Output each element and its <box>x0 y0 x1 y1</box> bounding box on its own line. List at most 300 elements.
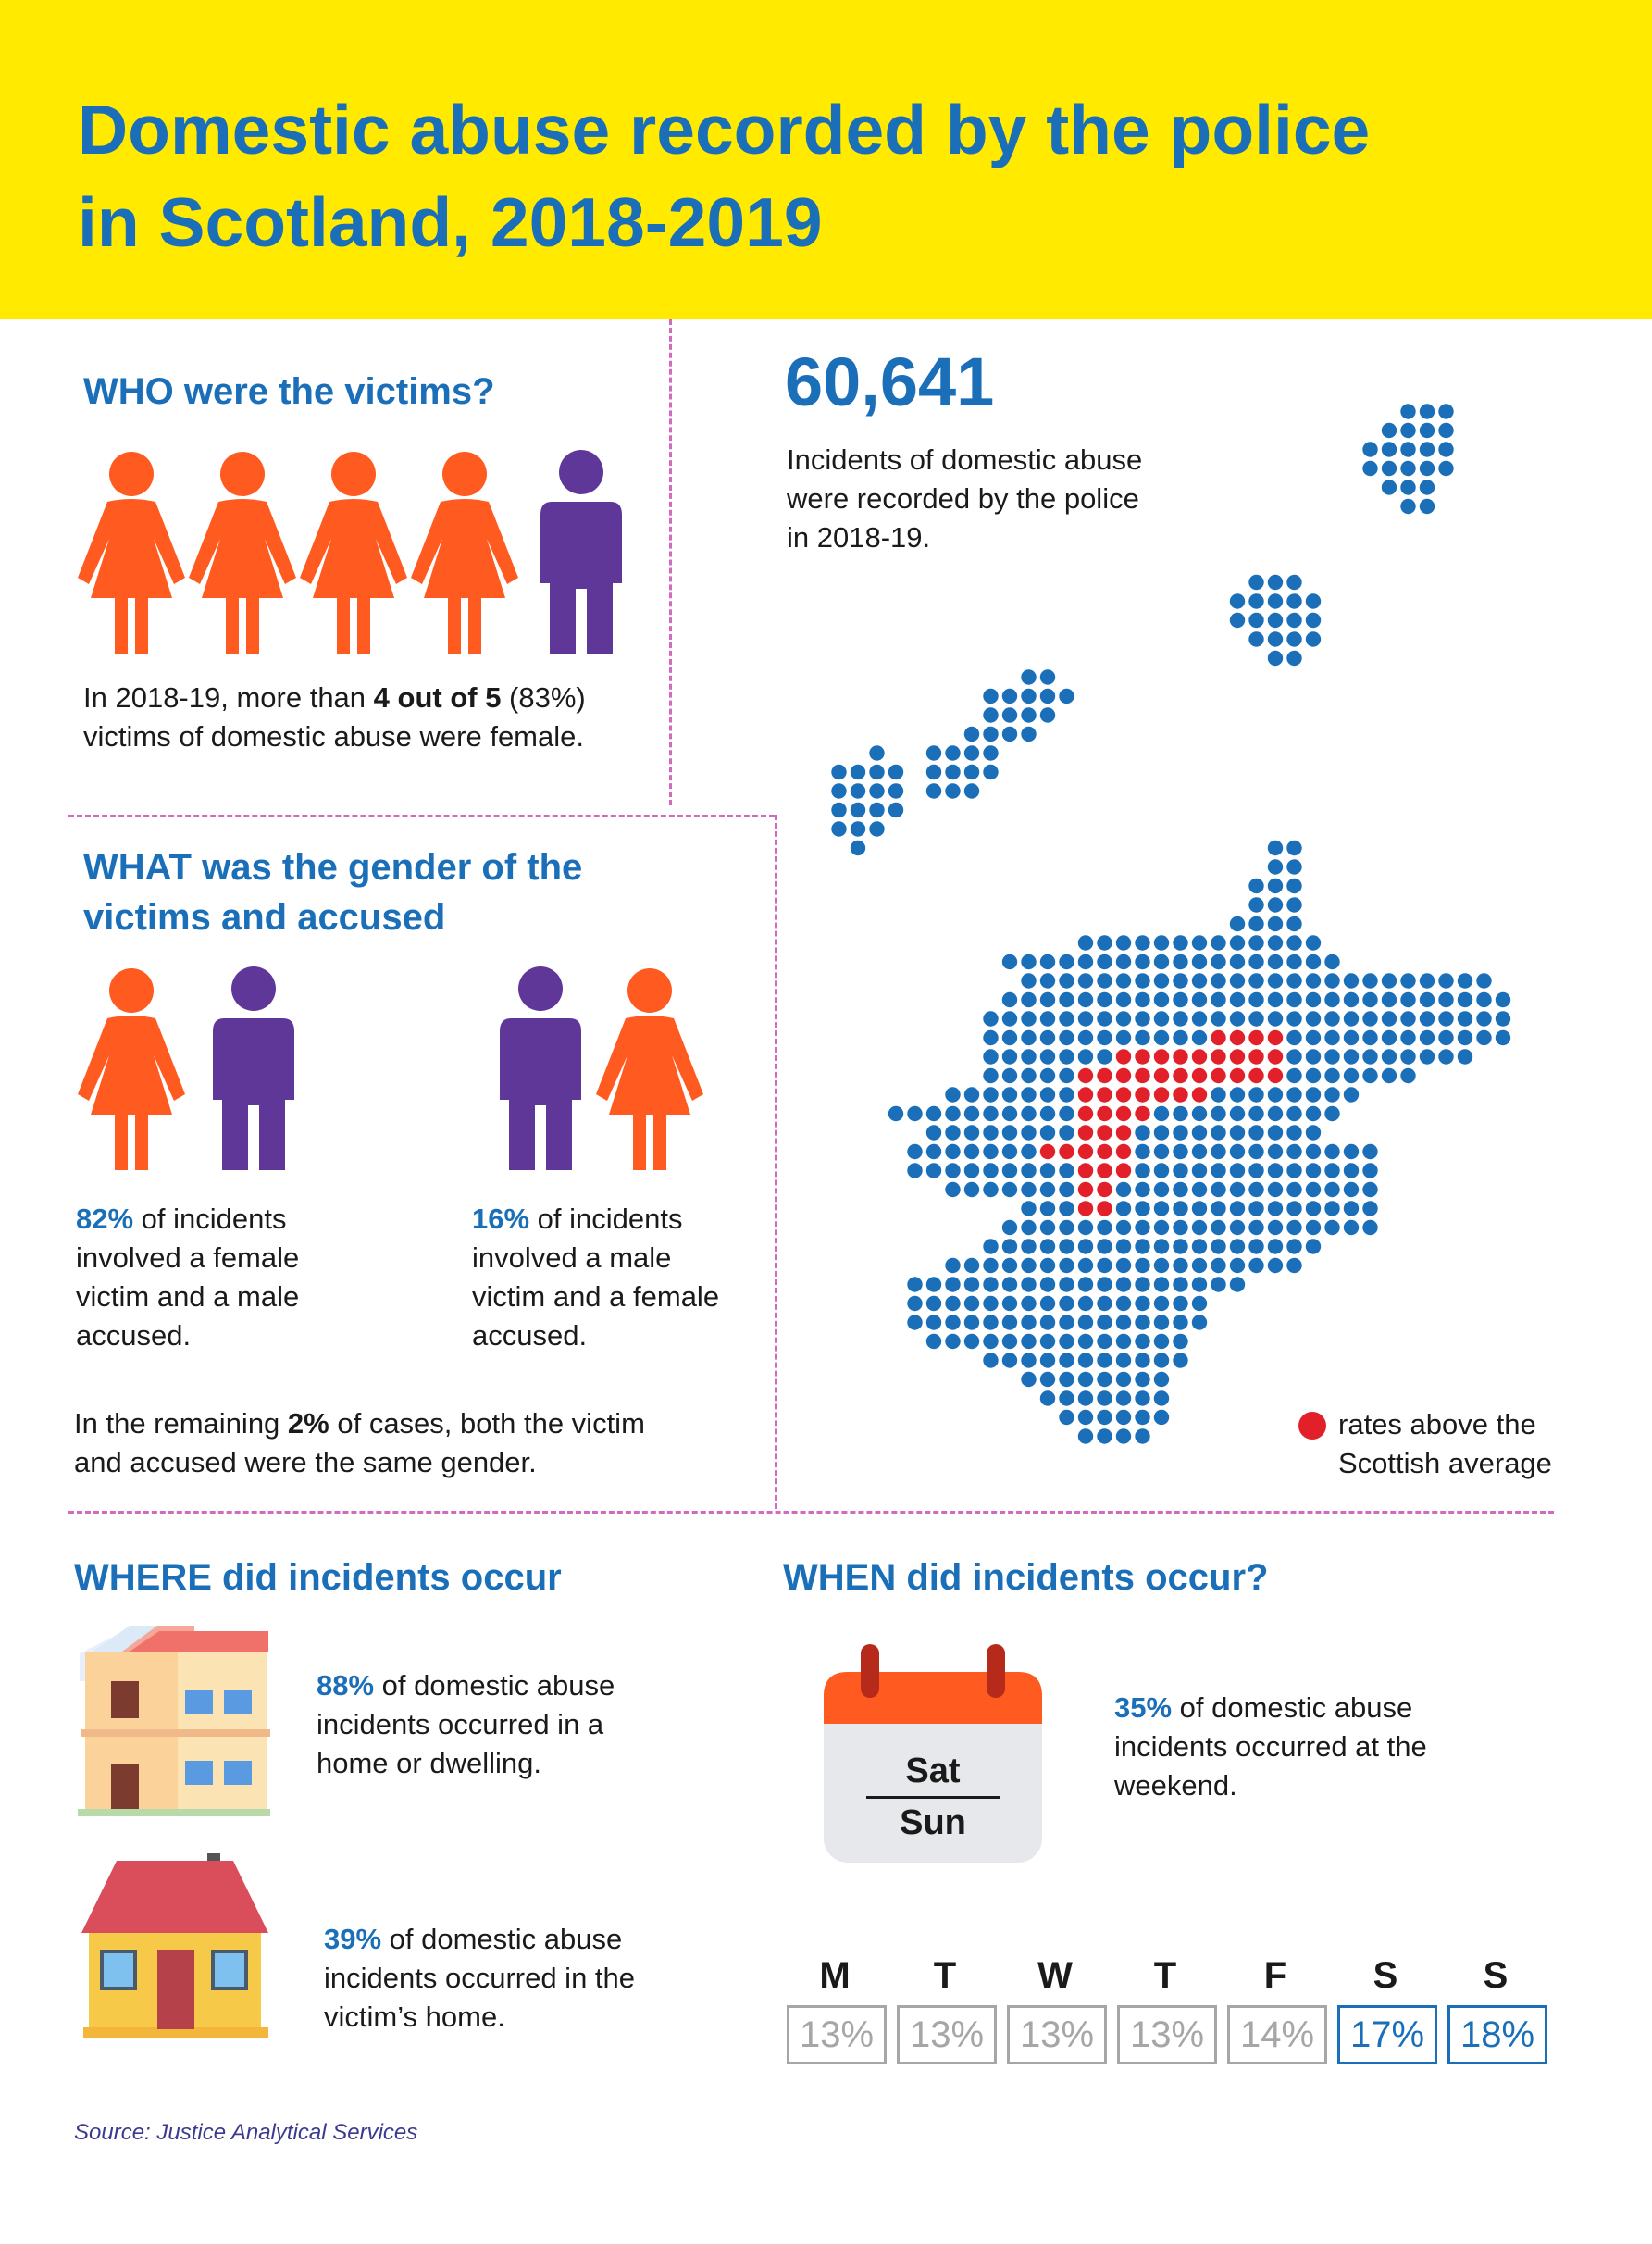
map-dot <box>1192 1258 1207 1273</box>
map-dot <box>1097 1011 1112 1026</box>
female-victim-stat <box>76 1200 381 1355</box>
map-dot <box>1306 1182 1321 1197</box>
map-dot <box>1021 1258 1036 1273</box>
map-dot <box>1344 1182 1359 1197</box>
map-dot-above-average <box>1248 1030 1263 1045</box>
map-dot <box>1116 1277 1131 1291</box>
map-dot <box>1173 1277 1187 1291</box>
map-dot <box>1286 1125 1301 1140</box>
map-dot <box>1116 1182 1131 1197</box>
map-dot <box>1173 973 1187 988</box>
map-dot <box>1116 1201 1131 1216</box>
weekend-pct: 35% <box>1114 1691 1173 1724</box>
map-dot <box>983 1068 998 1083</box>
map-dot <box>964 1144 979 1159</box>
map-dot <box>1002 1144 1017 1159</box>
map-dot <box>1400 1030 1415 1045</box>
map-dot <box>1021 1144 1036 1159</box>
who-text-bold: 4 out of 5 <box>373 681 502 714</box>
map-dot <box>1021 1353 1036 1367</box>
house-icon <box>76 1851 274 2042</box>
map-dot <box>945 1106 960 1121</box>
map-legend <box>1338 1405 1607 1483</box>
what-heading-line1: WHAT was the gender of the <box>83 847 583 888</box>
female-person-icon <box>300 452 407 654</box>
map-dot <box>1286 1049 1301 1064</box>
map-dot <box>1268 916 1283 931</box>
map-dot <box>1248 1182 1263 1197</box>
map-dot <box>1344 973 1359 988</box>
female-person-icon <box>78 452 185 654</box>
map-dot <box>926 745 941 760</box>
map-dot <box>1021 707 1036 722</box>
map-dot <box>1306 613 1321 628</box>
map-dot <box>1040 1030 1055 1045</box>
title-line-2: in Scotland, 2018-2019 <box>78 183 823 261</box>
map-dot <box>1286 973 1301 988</box>
map-dot <box>1268 1011 1283 1026</box>
map-dot-above-average <box>1268 1030 1283 1045</box>
map-dot <box>1002 1049 1017 1064</box>
map-dot <box>1135 1220 1149 1235</box>
female-victim-line3: victim and a male <box>76 1280 300 1313</box>
map-dot <box>983 765 998 779</box>
map-dot <box>1040 1239 1055 1253</box>
map-dot <box>1078 1011 1093 1026</box>
map-dot <box>1192 973 1207 988</box>
map-dot <box>1097 1410 1112 1425</box>
male-victim-pct: 16% <box>472 1203 530 1235</box>
map-dot <box>888 1106 903 1121</box>
map-dot <box>1002 1220 1017 1235</box>
map-dot-above-average <box>1230 1030 1245 1045</box>
map-dot <box>1154 1258 1169 1273</box>
map-dot <box>1059 1125 1074 1140</box>
map-dot <box>1268 1163 1283 1178</box>
map-dot <box>1002 1068 1017 1083</box>
map-dot <box>1230 1087 1245 1102</box>
map-dot <box>983 707 998 722</box>
map-dot <box>1362 1201 1377 1216</box>
map-dot <box>851 841 865 855</box>
map-dot <box>964 745 979 760</box>
map-dot <box>983 1011 998 1026</box>
map-dot <box>1135 935 1149 950</box>
map-dot <box>1040 973 1055 988</box>
map-dot <box>1344 1201 1359 1216</box>
map-dot <box>1268 613 1283 628</box>
divider-horizontal-mid <box>68 815 775 817</box>
map-dot <box>1344 1011 1359 1026</box>
map-dot <box>1059 1390 1074 1405</box>
map-dot <box>1286 897 1301 912</box>
map-dot <box>964 1296 979 1311</box>
map-dot <box>1362 992 1377 1007</box>
map-dot <box>1324 954 1339 969</box>
map-dot <box>1021 992 1036 1007</box>
map-dot <box>1078 1353 1093 1367</box>
map-dot <box>1211 1201 1225 1216</box>
calendar-sun-label: Sun <box>900 1803 966 1842</box>
map-dot <box>1173 1239 1187 1253</box>
map-dot-above-average <box>1097 1163 1112 1178</box>
map-dot <box>1362 1144 1377 1159</box>
victims-home-line2: incidents occurred in the <box>324 1962 636 1994</box>
map-dot-above-average <box>1192 1087 1207 1102</box>
map-dot <box>964 1258 979 1273</box>
map-dot <box>1248 992 1263 1007</box>
map-dot <box>1021 1277 1036 1291</box>
calendar-sat-label: Sat <box>905 1752 961 1790</box>
weekend-line3: weekend. <box>1114 1769 1237 1801</box>
map-dot <box>907 1163 922 1178</box>
map-dot <box>1002 707 1017 722</box>
map-dot <box>1306 1106 1321 1121</box>
map-dot <box>1286 593 1301 608</box>
map-dot <box>1400 404 1415 418</box>
map-dot <box>1268 575 1283 590</box>
map-dot <box>1211 1125 1225 1140</box>
map-dot <box>1286 954 1301 969</box>
map-dot <box>1268 1125 1283 1140</box>
map-dot <box>1230 1163 1245 1178</box>
map-dot-above-average <box>1192 1068 1207 1083</box>
map-dot <box>1002 992 1017 1007</box>
map-dot <box>1248 1163 1263 1178</box>
map-dot <box>1438 442 1453 456</box>
map-dot <box>1154 1125 1169 1140</box>
map-dot-above-average <box>1135 1087 1149 1102</box>
map-dot-above-average <box>1116 1068 1131 1083</box>
map-dot <box>1173 1315 1187 1329</box>
map-dot <box>1040 1011 1055 1026</box>
map-dot <box>1192 1144 1207 1159</box>
map-dot <box>1002 727 1017 742</box>
what-heading-line2: victims and accused <box>83 897 446 938</box>
map-dot <box>1021 669 1036 684</box>
map-dot <box>1097 1296 1112 1311</box>
map-dot <box>1002 954 1017 969</box>
map-dot <box>1002 1011 1017 1026</box>
map-dot <box>1362 442 1377 456</box>
map-dot <box>907 1315 922 1329</box>
map-dot-above-average <box>1135 1068 1149 1083</box>
map-dot-above-average <box>1116 1087 1131 1102</box>
map-dot <box>1002 1277 1017 1291</box>
map-dot <box>1192 1182 1207 1197</box>
map-dot <box>1059 689 1074 704</box>
map-dot <box>1078 1049 1093 1064</box>
map-dot <box>1021 1068 1036 1083</box>
map-dot <box>1078 1315 1093 1329</box>
map-dot <box>831 803 846 817</box>
map-dot <box>1211 1182 1225 1197</box>
map-dot <box>1230 992 1245 1007</box>
map-dot <box>1116 992 1131 1007</box>
map-dot <box>1021 1106 1036 1121</box>
title-line-1: Domestic abuse recorded by the police <box>78 91 1371 168</box>
map-dot <box>1021 689 1036 704</box>
map-dot <box>1116 1372 1131 1387</box>
map-dot <box>983 1315 998 1329</box>
map-dot <box>1097 935 1112 950</box>
day-percent-box-highlight: 18% <box>1447 2005 1547 2064</box>
map-dot-above-average <box>1097 1182 1112 1197</box>
map-dot-above-average <box>1230 1068 1245 1083</box>
map-dot-above-average <box>1116 1125 1131 1140</box>
map-dot <box>945 1182 960 1197</box>
day-percent-box: 14% <box>1227 2005 1327 2064</box>
map-dot <box>1286 631 1301 646</box>
map-dot <box>1135 1353 1149 1367</box>
map-dot <box>1059 1315 1074 1329</box>
map-dot <box>1211 1258 1225 1273</box>
map-dot <box>1476 1030 1491 1045</box>
map-dot <box>888 765 903 779</box>
map-dot <box>1021 1201 1036 1216</box>
map-dot <box>1154 1296 1169 1311</box>
page-title <box>78 83 1596 268</box>
map-dot <box>1154 1030 1169 1045</box>
map-dot <box>1040 1353 1055 1367</box>
map-dot <box>1078 1030 1093 1045</box>
map-dot <box>1268 1201 1283 1216</box>
map-dot <box>1040 1372 1055 1387</box>
map-dot <box>983 1296 998 1311</box>
day-letter: T <box>933 1955 957 1996</box>
map-dot <box>1268 935 1283 950</box>
map-dot <box>851 783 865 798</box>
map-dot <box>945 1087 960 1102</box>
female-victim-pct: 82% <box>76 1203 134 1235</box>
map-dot <box>1078 1372 1093 1387</box>
map-dot <box>1173 1163 1187 1178</box>
map-dot <box>1382 480 1397 494</box>
map-dot <box>1400 461 1415 476</box>
map-dot <box>945 1258 960 1273</box>
map-dot <box>1324 1220 1339 1235</box>
map-dot <box>1116 954 1131 969</box>
map-dot-above-average <box>1268 1068 1283 1083</box>
map-dot <box>1192 935 1207 950</box>
map-dot <box>1230 1201 1245 1216</box>
incidents-line3: in 2018-19. <box>787 521 931 554</box>
map-dot <box>1400 1011 1415 1026</box>
day-percent-box: 13% <box>787 2005 887 2064</box>
map-dot <box>1324 973 1339 988</box>
map-dot <box>869 821 884 836</box>
map-dot <box>1230 1144 1245 1159</box>
map-dot <box>1248 575 1263 590</box>
map-dot <box>1324 1163 1339 1178</box>
map-dot <box>907 1144 922 1159</box>
map-dot <box>1135 1372 1149 1387</box>
map-dot <box>1400 1049 1415 1064</box>
map-dot <box>1268 1087 1283 1102</box>
map-dot <box>1362 1049 1377 1064</box>
map-dot <box>1268 1258 1283 1273</box>
map-dot <box>1496 1011 1510 1026</box>
map-dot <box>1154 973 1169 988</box>
map-dot <box>1248 916 1263 931</box>
map-dot <box>1192 1315 1207 1329</box>
map-dot <box>1173 1258 1187 1273</box>
who-text-pre: In 2018-19, more than <box>83 681 374 714</box>
map-dot <box>1154 1106 1169 1121</box>
map-dot <box>1040 1087 1055 1102</box>
day-letter: W <box>1037 1955 1073 1996</box>
map-dot <box>1400 423 1415 438</box>
map-dot-above-average <box>1173 1087 1187 1102</box>
map-dot <box>1420 992 1435 1007</box>
map-dot <box>1248 593 1263 608</box>
map-dot <box>945 1277 960 1291</box>
map-dot <box>1116 1315 1131 1329</box>
map-dot-above-average <box>1078 1087 1093 1102</box>
map-dot <box>1248 897 1263 912</box>
map-dot <box>1306 935 1321 950</box>
map-dot <box>869 783 884 798</box>
map-dot <box>1059 1353 1074 1367</box>
map-dot <box>1002 1182 1017 1197</box>
map-dot <box>1362 1068 1377 1083</box>
map-dot <box>983 1144 998 1159</box>
divider-horizontal-bottom <box>68 1511 1554 1514</box>
map-dot <box>1248 613 1263 628</box>
map-dot <box>1438 1049 1453 1064</box>
map-dot <box>1248 1144 1263 1159</box>
map-dot <box>1059 1201 1074 1216</box>
map-dot <box>983 1277 998 1291</box>
map-dot <box>1040 1163 1055 1178</box>
map-dot <box>926 1315 941 1329</box>
map-dot <box>1286 841 1301 855</box>
map-dot <box>1059 1296 1074 1311</box>
map-dot <box>1382 1011 1397 1026</box>
map-dot <box>1458 973 1472 988</box>
map-dot <box>1116 1030 1131 1045</box>
day-breakdown <box>785 1955 1562 2085</box>
map-dot <box>1438 1030 1453 1045</box>
same-gender-post: of cases, both the victim <box>329 1407 645 1440</box>
map-dot <box>1078 1220 1093 1235</box>
map-dot <box>1211 935 1225 950</box>
legend-line2: Scottish average <box>1338 1447 1552 1479</box>
map-dot <box>1116 1220 1131 1235</box>
map-dot <box>1040 1049 1055 1064</box>
map-dot <box>1021 973 1036 988</box>
male-person-icon <box>213 966 294 1170</box>
map-dot <box>1438 992 1453 1007</box>
map-dot <box>1135 1239 1149 1253</box>
map-dot <box>1420 499 1435 514</box>
map-dot <box>1002 1163 1017 1178</box>
map-dot <box>1040 992 1055 1007</box>
map-dot <box>1173 1296 1187 1311</box>
map-dot <box>1286 1068 1301 1083</box>
female-person-icon <box>596 968 703 1170</box>
map-dot <box>1268 879 1283 893</box>
map-dot <box>1059 1049 1074 1064</box>
map-dot <box>1059 1220 1074 1235</box>
map-dot <box>1286 859 1301 874</box>
map-dot <box>1135 1410 1149 1425</box>
map-dot-above-average <box>1248 1049 1263 1064</box>
map-dot-above-average <box>1078 1125 1093 1140</box>
map-dot <box>1021 1011 1036 1026</box>
map-dot-above-average <box>1211 1030 1225 1045</box>
day-percent-box: 13% <box>897 2005 997 2064</box>
legend-red-dot-icon <box>1298 1411 1327 1440</box>
map-dot <box>1286 1163 1301 1178</box>
map-dot <box>1021 1296 1036 1311</box>
map-dot <box>1040 707 1055 722</box>
map-dot <box>1306 631 1321 646</box>
map-dot <box>1154 1277 1169 1291</box>
map-dot <box>888 803 903 817</box>
map-dot <box>1344 1030 1359 1045</box>
map-dot-above-average <box>1173 1068 1187 1083</box>
map-dot <box>983 1049 998 1064</box>
map-dot <box>983 1030 998 1045</box>
map-dot <box>964 783 979 798</box>
map-dot <box>1324 1087 1339 1102</box>
map-dot <box>1211 1106 1225 1121</box>
map-dot <box>1192 954 1207 969</box>
incidents-line1: Incidents of domestic abuse <box>787 443 1143 476</box>
map-dot <box>1362 1182 1377 1197</box>
same-gender-pre: In the remaining <box>74 1407 288 1440</box>
map-dot <box>983 689 998 704</box>
victims-icon-row <box>78 450 633 663</box>
scotland-dot-map <box>814 380 1573 1444</box>
map-dot <box>1400 973 1415 988</box>
male-victim-line2: involved a male <box>472 1241 672 1274</box>
map-dot <box>1211 1011 1225 1026</box>
map-dot <box>907 1296 922 1311</box>
map-dot <box>1078 1410 1093 1425</box>
map-dot <box>1040 689 1055 704</box>
map-dot <box>1173 1011 1187 1026</box>
map-dot <box>1211 973 1225 988</box>
map-dot <box>964 1087 979 1102</box>
map-dot <box>1097 992 1112 1007</box>
map-dot <box>1059 1334 1074 1349</box>
map-dot <box>1230 1106 1245 1121</box>
map-dot <box>964 727 979 742</box>
map-dot <box>1286 1220 1301 1235</box>
map-dot <box>1040 1068 1055 1083</box>
map-dot <box>1154 1201 1169 1216</box>
map-dot <box>983 1182 998 1197</box>
map-dot <box>831 765 846 779</box>
map-dot-above-average <box>1116 1049 1131 1064</box>
map-dot <box>1135 1296 1149 1311</box>
map-dot <box>1040 669 1055 684</box>
map-dot-above-average <box>1059 1144 1074 1159</box>
map-dot <box>907 1277 922 1291</box>
map-dot-above-average <box>1173 1049 1187 1064</box>
map-dot <box>1286 1239 1301 1253</box>
map-dot <box>1400 442 1415 456</box>
map-dot <box>1059 1030 1074 1045</box>
map-dot <box>983 1239 998 1253</box>
map-dot-above-average <box>1097 1087 1112 1102</box>
map-dot <box>1230 1125 1245 1140</box>
day-letter: F <box>1263 1955 1287 1996</box>
map-dot <box>1382 1049 1397 1064</box>
map-dot <box>1268 992 1283 1007</box>
